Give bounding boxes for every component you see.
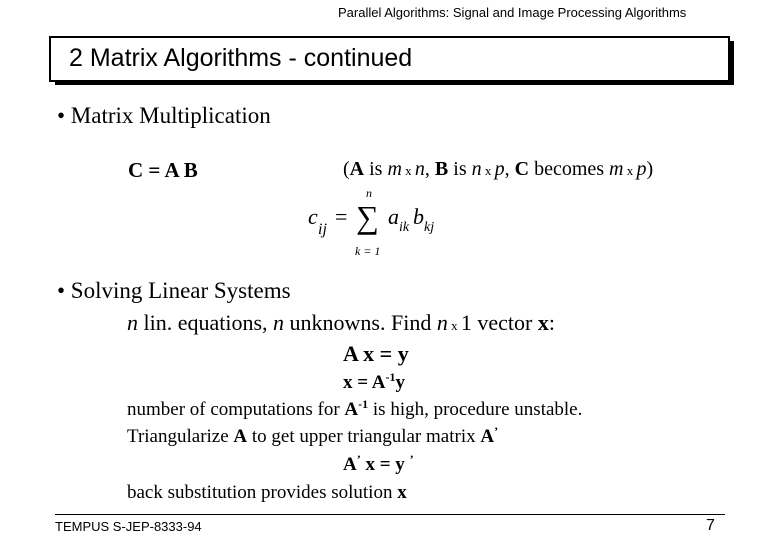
var-n: n — [127, 310, 138, 335]
matrix-a: A — [349, 158, 365, 180]
var-p: p — [636, 158, 647, 180]
footer-project-code: TEMPUS S-JEP-8333-94 — [55, 519, 202, 534]
equation-triangular-rest: x = y — [360, 454, 410, 475]
text-fragment: back substitution provides solution — [127, 482, 398, 503]
formula-term-a-subscript: ik — [399, 220, 410, 235]
times-symbol: x — [623, 163, 637, 178]
formula-term-b: b — [413, 204, 424, 229]
matrix-a-prime: A — [343, 454, 357, 475]
text-fragment: lin. equations, — [138, 310, 274, 335]
equation-triangular — [343, 454, 414, 476]
var-m: m — [609, 158, 624, 180]
matrix-b: B — [434, 158, 449, 180]
times-symbol: x — [401, 163, 415, 178]
equation-ax-y: A x = y — [343, 341, 409, 366]
formula-term-a: a — [388, 204, 399, 229]
vector-x: x — [537, 310, 549, 335]
slide-header: Parallel Algorithms: Signal and Image Processing Algorithms — [338, 5, 687, 20]
superscript-minus-one: -1 — [358, 397, 369, 411]
dimensions-text — [343, 158, 653, 181]
equation-c-ab: C = A B — [128, 158, 198, 182]
formula-term-b-subscript: kj — [424, 220, 435, 235]
var-p: p — [494, 158, 505, 180]
paren-open: ( — [343, 158, 350, 180]
text-fragment: number of computations for — [127, 399, 345, 420]
vector-x: x — [397, 482, 407, 503]
formula-lhs-subscript: ij — [318, 221, 327, 238]
sigma-upper-limit: n — [366, 186, 372, 200]
slide-title: 2 Matrix Algorithms - continued — [69, 44, 413, 72]
prime-mark: ’ — [356, 452, 361, 466]
matrix-a-prime: A — [480, 426, 495, 447]
page-number: 7 — [706, 517, 715, 534]
text-becomes: becomes — [529, 158, 610, 180]
times-symbol: x — [447, 318, 461, 333]
text-fragment: to get upper triangular matrix — [247, 426, 481, 447]
linear-equations-line — [127, 310, 555, 336]
var-n: n — [436, 310, 448, 335]
computations-line — [127, 399, 582, 421]
summation-formula — [300, 185, 440, 265]
text-fragment: unknowns. Find — [284, 310, 437, 335]
var-m: m — [387, 158, 402, 180]
superscript-minus-one: -1 — [385, 370, 396, 384]
times-symbol: x — [481, 163, 495, 178]
equation-inverse-lhs: x = A — [343, 372, 386, 393]
comma: , — [424, 158, 435, 180]
matrix-a: A — [233, 426, 248, 447]
paren-close: ) — [646, 158, 654, 180]
bullet-matrix-multiplication: • Matrix Multiplication — [57, 103, 271, 128]
sigma-symbol: ∑ — [356, 199, 379, 235]
matrix-c: C — [514, 158, 530, 180]
var-n: n — [471, 158, 482, 180]
comma: , — [504, 158, 515, 180]
triangularize-line — [127, 426, 498, 448]
formula-lhs: c — [308, 204, 318, 229]
footer-divider — [55, 514, 725, 515]
equation-inverse-rhs: y — [395, 372, 405, 393]
var-n: n — [273, 310, 285, 335]
formula-equals: = — [335, 204, 348, 229]
title-box — [49, 36, 730, 82]
matrix-a: A — [344, 399, 359, 420]
equation-inverse — [343, 372, 405, 394]
sigma-lower-limit: k = 1 — [355, 244, 381, 258]
text-fragment: 1 vector — [460, 310, 538, 335]
prime-mark: ’ — [409, 452, 414, 466]
var-n: n — [414, 158, 425, 180]
summation-formula-svg — [300, 185, 440, 265]
bullet-solving-linear-systems: • Solving Linear Systems — [57, 278, 291, 303]
text-fragment: Triangularize — [127, 426, 234, 447]
text-is: is — [364, 158, 388, 180]
colon: : — [548, 310, 555, 335]
prime-mark: ’ — [494, 424, 499, 438]
back-substitution-line — [127, 482, 407, 504]
text-fragment: is high, procedure unstable. — [368, 399, 583, 420]
text-is: is — [448, 158, 472, 180]
